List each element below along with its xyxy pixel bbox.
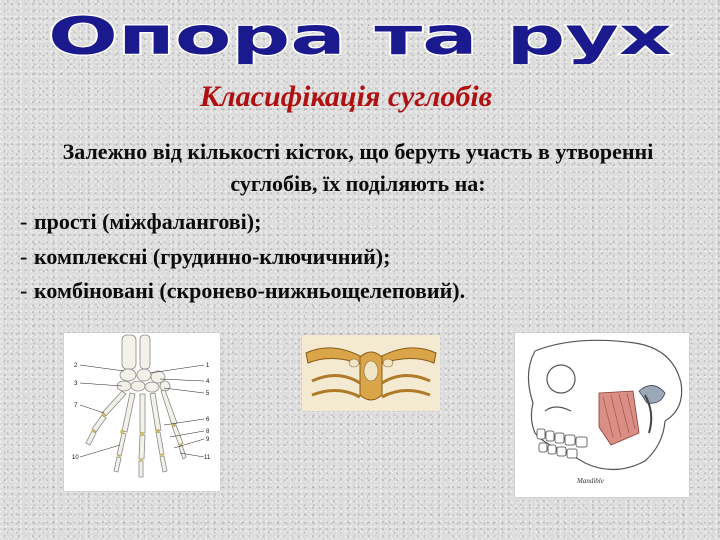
hand-label: 5 [206, 391, 210, 397]
intro-paragraph: Залежно від кількості кісток, що беруть участь в утворенні суглобів, їх поділяють на: [62, 139, 654, 196]
slide-subtitle: Класифікація суглобів [199, 80, 493, 113]
list-item-text: комплексні (грудинно-ключичний); [34, 243, 391, 269]
joint-types-list [20, 205, 465, 309]
temporomandibular-joint-image [515, 333, 689, 497]
list-item [20, 240, 465, 275]
hand-label: 6 [206, 417, 210, 423]
list-item [20, 274, 465, 309]
hand-label: 1 [206, 363, 210, 369]
page-title-text: Опора та рух [48, 7, 672, 64]
list-dash: - [20, 243, 28, 269]
hand-label: 9 [206, 437, 210, 443]
hand-label: 11 [204, 455, 211, 461]
hand-skeleton-image [64, 333, 220, 491]
list-item-text: прості (міжфалангові); [34, 209, 262, 234]
hand-label: 7 [74, 403, 78, 409]
list-item-text: комбіновані (скронево-нижньощелеповий). [34, 278, 466, 303]
sternoclavicular-joint-image [302, 335, 440, 411]
mandible-label: Mandible [577, 477, 604, 485]
list-dash: - [20, 209, 28, 234]
list-dash: - [20, 278, 28, 303]
hand-label: 3 [74, 381, 78, 387]
hand-label: 10 [72, 455, 79, 461]
page-title [0, 2, 720, 64]
list-item [20, 205, 465, 240]
hand-label: 8 [206, 429, 210, 435]
hand-label: 4 [206, 379, 210, 385]
hand-label: 2 [74, 363, 78, 369]
